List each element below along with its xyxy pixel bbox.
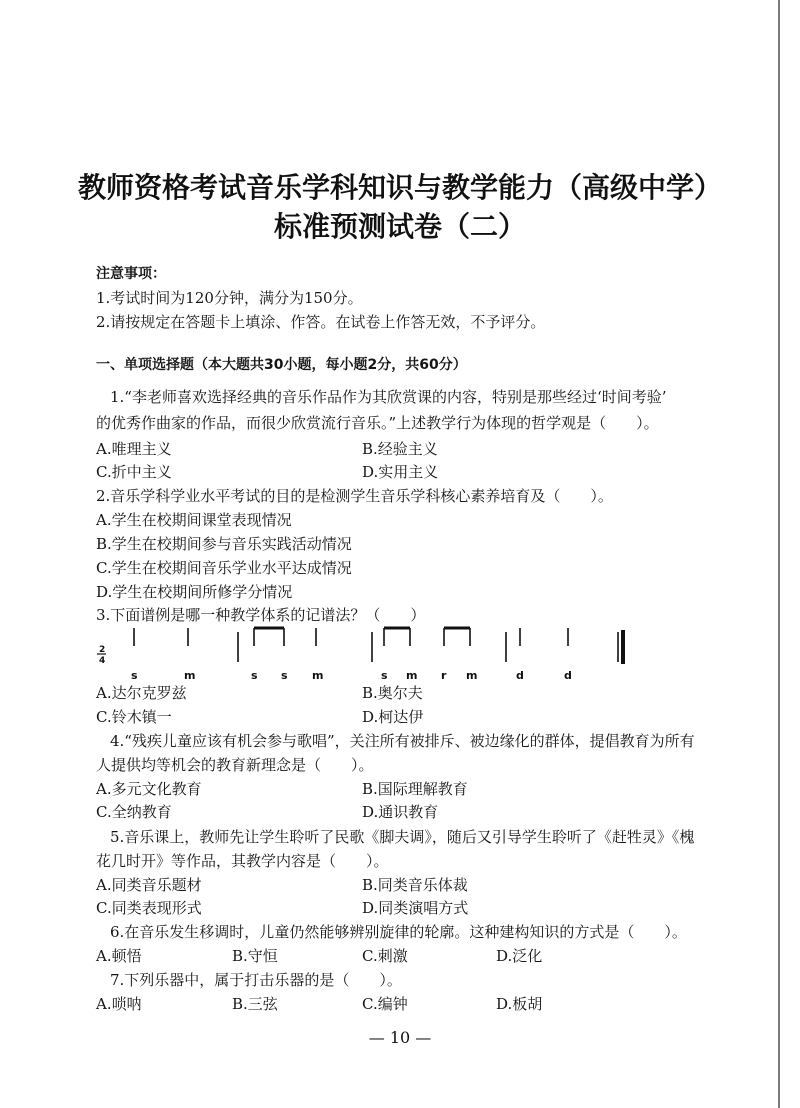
option-b: B.三弦 [232,995,278,1013]
option-a: A.学生在校期间课堂表现情况 [96,511,292,529]
title-line-2: 标准预测试卷（二） [273,210,526,243]
option-b: B.学生在校期间参与音乐实践活动情况 [96,535,352,553]
option-a: A.同类音乐题材 [96,876,202,894]
solfege-syllable: m [184,669,196,682]
option-c: C.铃木镇一 [96,708,172,726]
solfege-syllable: m [466,669,478,682]
solfege-syllable: s [381,669,388,682]
solfege-syllable: d [564,669,572,682]
option-b: B.国际理解教育 [362,780,468,798]
solfege-syllable: d [516,669,524,682]
rhythm-stems [134,628,623,664]
solfege-syllable: m [312,669,324,682]
option-c: C.全纳教育 [96,803,172,821]
question-7-line-1: 7.下列乐器中，属于打击乐器的是（ ）。 [110,971,402,989]
option-d: D.板胡 [496,995,543,1013]
solfege-syllables [131,669,572,682]
option-a: A.唯理主义 [96,440,172,458]
time-signature-bottom: 4 [99,656,106,666]
option-c: C.刺激 [362,947,408,965]
solfege-syllable: s [251,669,258,682]
question-5-line-1: 5.音乐课上，教师先让学生聆听了民歌《脚夫调》，随后又引导学生聆听了《赶牲灵》《槐 [110,828,695,846]
option-b: B.经验主义 [362,440,438,458]
option-a: A.达尔克罗兹 [96,684,187,702]
music-notation-example [96,622,646,684]
option-c: C.学生在校期间音乐学业水平达成情况 [96,559,352,577]
question-5-line-2: 花几时开》等作品，其教学内容是（ ）。 [96,852,389,870]
title-line-1: 教师资格考试音乐学科知识与教学能力（高级中学） [77,171,722,204]
notice-item: 1.考试时间为120分钟，满分为150分。 [96,289,363,307]
page-number: — 10 — [368,1028,432,1047]
notice-heading: 注意事项： [96,266,166,282]
option-c: C.同类表现形式 [96,899,202,917]
question-2-line-1: 2.音乐学科学业水平考试的目的是检测学生音乐学科核心素养培育及（ ）。 [96,487,613,505]
option-d: D.通识教育 [362,803,439,821]
time-signature [97,645,106,666]
option-d: D.柯达伊 [362,708,424,726]
option-b: B.守恒 [232,947,278,965]
notice-item: 2.请按规定在答题卡上填涂、作答。在试卷上作答无效，不予评分。 [96,313,546,331]
solfege-syllable: s [281,669,288,682]
section-heading: 一、单项选择题（本大题共30小题，每小题2分，共60分） [96,357,467,373]
solfege-syllable: s [131,669,138,682]
option-a: A.多元文化教育 [96,780,202,798]
option-d: D.泛化 [496,947,543,965]
question-1-line-1: 1.“李老师喜欢选择经典的音乐作品作为其欣赏课的内容，特别是那些经过‘时间考验’ [110,388,667,406]
option-d: D.学生在校期间所修学分情况 [96,583,293,601]
option-a: A.唢呐 [96,995,142,1013]
question-6-line-1: 6.在音乐发生移调时，儿童仍然能够辨别旋律的轮廓。这种建构知识的方式是（ ）。 [110,923,687,941]
option-b: B.奥尔夫 [362,684,423,702]
solfege-syllable: m [406,669,418,682]
solfege-syllable: r [441,669,447,682]
time-signature-top: 2 [99,645,106,655]
option-a: A.顿悟 [96,947,142,965]
option-c: C.折中主义 [96,463,172,481]
option-b: B.同类音乐体裁 [362,876,468,894]
option-d: D.同类演唱方式 [362,899,469,917]
question-1-line-2: 的优秀作曲家的作品，而很少欣赏流行音乐。”上述教学行为体现的哲学观是（ ）。 [96,414,659,432]
question-4-line-2: 人提供均等机会的教育新理念是（ ）。 [96,756,374,774]
option-d: D.实用主义 [362,463,439,481]
question-3-line-1: 3.下面谱例是哪一种教学体系的记谱法？（ ） [96,606,426,624]
option-c: C.编钟 [362,995,408,1013]
question-4-line-1: 4.“残疾儿童应该有机会参与歌唱”，关注所有被排斥、被边缘化的群体，提倡教育为所有 [110,732,695,750]
